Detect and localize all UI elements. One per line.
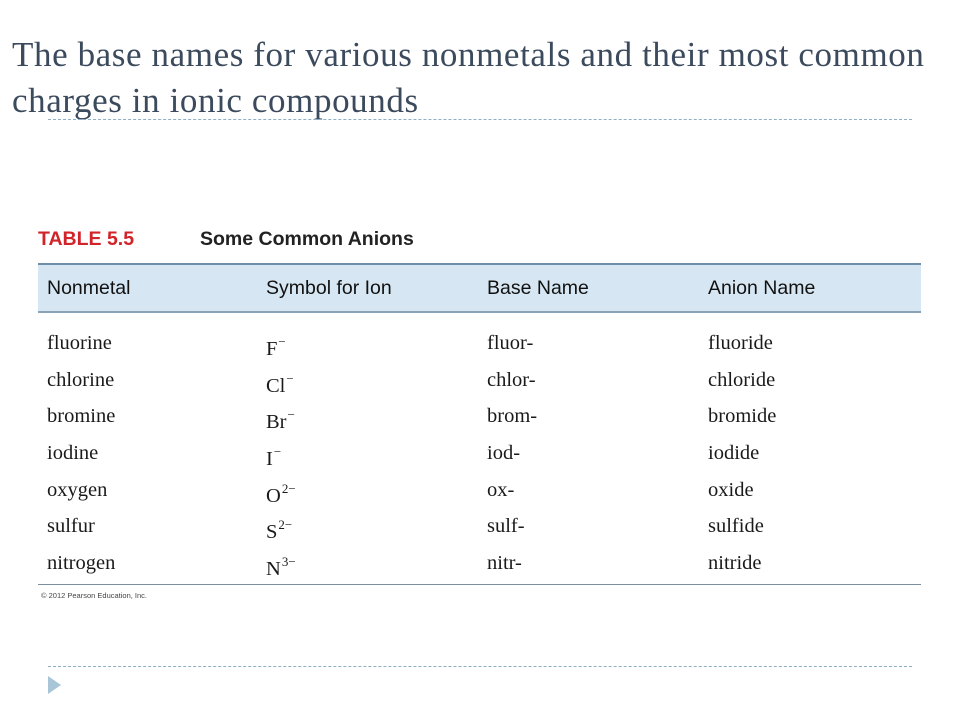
ion-symbol-cell	[266, 444, 281, 471]
table-row	[38, 402, 921, 439]
base-name-cell: chlor-	[487, 368, 536, 391]
ion-symbol: N	[266, 558, 281, 581]
table-row	[38, 476, 921, 513]
ion-charge: −	[273, 444, 282, 460]
ion-symbol-cell	[266, 517, 292, 544]
column-header-symbol: Symbol for Ion	[266, 277, 392, 299]
ion-charge: −	[287, 407, 295, 423]
ion-charge: 2−	[278, 517, 293, 533]
column-header-anion-name: Anion Name	[708, 277, 816, 299]
nonmetal-cell: bromine	[47, 405, 116, 428]
base-name-cell: fluor-	[487, 332, 534, 354]
column-header-base-name: Base Name	[487, 277, 589, 299]
nonmetal-cell: iodine	[47, 442, 99, 465]
ion-symbol: Cl	[266, 374, 286, 397]
table-row	[38, 439, 921, 476]
nonmetal-cell: fluorine	[47, 332, 112, 354]
ion-symbol-cell	[266, 371, 294, 398]
anion-name-cell: iodide	[708, 442, 760, 465]
ion-symbol: F	[266, 338, 278, 360]
footer-divider	[48, 666, 912, 667]
table-row	[38, 549, 921, 586]
table-row	[38, 512, 921, 549]
ion-symbol: I	[266, 448, 273, 471]
base-name-cell: sulf-	[487, 515, 525, 538]
ion-charge: 3−	[281, 554, 296, 570]
table-number: TABLE 5.5	[38, 228, 135, 250]
table-heading: Some Common Anions	[200, 228, 414, 250]
table-row	[38, 329, 921, 366]
nonmetal-cell: chlorine	[47, 368, 115, 391]
nonmetal-cell: oxygen	[47, 478, 108, 501]
table-row	[38, 366, 921, 403]
anion-name-cell: bromide	[708, 405, 777, 428]
table-caption	[38, 226, 414, 252]
base-name-cell: nitr-	[487, 552, 522, 575]
anion-name-cell: oxide	[708, 478, 754, 501]
ion-symbol: S	[266, 521, 278, 544]
anion-name-cell: fluoride	[708, 332, 773, 354]
header-divider	[38, 311, 921, 313]
nonmetal-cell: nitrogen	[47, 552, 116, 575]
nonmetal-cell: sulfur	[47, 515, 95, 538]
ion-symbol: Br	[266, 411, 287, 434]
copyright-notice: © 2012 Pearson Education, Inc.	[41, 591, 148, 600]
base-name-cell: iod-	[487, 442, 521, 465]
ion-charge: −	[286, 370, 294, 386]
ion-symbol-cell	[266, 407, 295, 434]
anion-name-cell: chloride	[708, 368, 776, 391]
base-name-cell: ox-	[487, 478, 515, 501]
ion-charge: −	[278, 334, 286, 349]
base-name-cell: brom-	[487, 405, 538, 428]
ion-symbol-cell	[266, 334, 286, 361]
ion-symbol-cell	[266, 554, 296, 581]
slide-title: The base names for various nonmetals and their most common charges in ionic compounds	[12, 35, 925, 120]
title-divider	[48, 119, 912, 120]
triangle-bullet-icon	[48, 676, 61, 694]
ion-symbol-cell	[266, 481, 296, 508]
table-header-row	[38, 265, 921, 311]
anion-name-cell: sulfide	[708, 515, 764, 538]
table-body	[38, 329, 921, 586]
ion-symbol: O	[266, 484, 281, 507]
anions-table	[38, 263, 921, 586]
ion-charge: 2−	[281, 480, 296, 496]
anion-name-cell: nitride	[708, 552, 762, 575]
table-bottom-rule	[38, 584, 921, 585]
column-header-nonmetal: Nonmetal	[47, 277, 131, 299]
